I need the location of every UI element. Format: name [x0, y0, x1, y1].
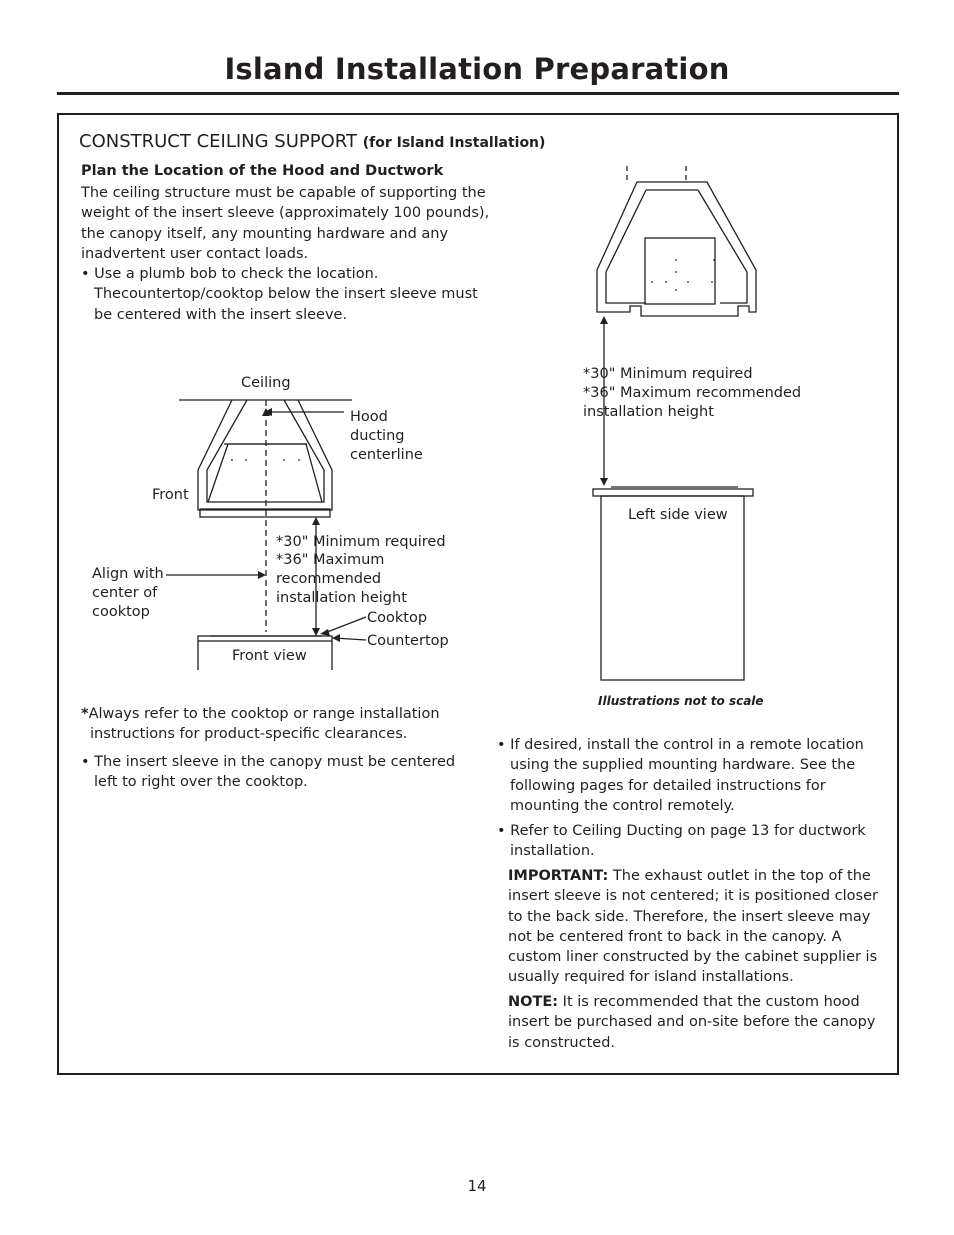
asterisk-text: Always refer to the cooktop or range installation instructions for product-specific clearances. — [88, 706, 440, 743]
front-max-label-1: *36" Maximum — [276, 552, 385, 568]
center-bullet — [81, 752, 481, 793]
cooktop-arrowhead — [320, 629, 330, 636]
side-height-label: installation height — [583, 404, 714, 420]
plan-heading: Plan the Location of the Hood and Ductwork — [81, 163, 444, 179]
page-title: Island Installation Preparation — [224, 52, 730, 86]
countertop-label: Countertop — [367, 633, 449, 649]
align-label-2: center of — [92, 585, 158, 601]
page-number: 14 — [467, 1177, 487, 1195]
note-label: NOTE: — [508, 994, 559, 1010]
countertop-arrowhead — [332, 634, 340, 642]
front-canopy-outline — [198, 400, 332, 510]
ducting-bullet-text: • Refer to Ceiling Ducting on page 13 for ductwork installation. — [497, 823, 866, 860]
remote-bullet-text: • If desired, install the control in a remote location using the supplied mounting hardware. See the following pages for detailed instructions for mounting the control remotely. — [497, 737, 864, 814]
remote-bullet — [497, 735, 887, 816]
front-max-label-2: recommended — [276, 571, 382, 587]
front-max-label-3: installation height — [276, 590, 407, 606]
front-dim-arrow-up — [312, 517, 320, 525]
important-text: The exhaust outlet in the top of the insert sleeve is not centered; it is positioned closer to the back side. Therefore, the insert sleeve may not be centered front to back in the canopy. A custom liner constructed by the cabinet supplier is usually required for island installations. — [508, 868, 878, 986]
front-view-label: Front view — [232, 648, 307, 664]
side-dim-arrow-down — [600, 478, 608, 486]
hood-label-2: ducting — [350, 428, 405, 444]
asterisk-mark: * — [81, 706, 89, 722]
align-label-1: Align with — [92, 566, 164, 582]
asterisk-note — [81, 704, 481, 745]
side-view-label: Left side view — [628, 507, 728, 523]
section-heading-sub: (for Island Installation) — [362, 135, 546, 151]
side-insert-sleeve — [645, 238, 715, 304]
side-view-diagram — [593, 166, 756, 680]
cooktop-label: Cooktop — [367, 610, 428, 626]
ceiling-label: Ceiling — [241, 375, 291, 391]
side-countertop — [593, 489, 753, 496]
scale-note: Illustrations not to scale — [598, 694, 764, 708]
note-text: It is recommended that the custom hood insert be purchased and on-site before the canopy is constructed. — [508, 994, 876, 1051]
hood-label-1: Hood — [350, 409, 388, 425]
side-dim-arrow-up — [600, 316, 608, 324]
align-label-3: cooktop — [92, 604, 150, 620]
center-bullet-text: • The insert sleeve in the canopy must be centered left to right over the cooktop. — [81, 754, 456, 791]
important-note — [508, 866, 888, 988]
front-label: Front — [152, 487, 189, 503]
intro-text: The ceiling structure must be capable of supporting the weight of the insert sleeve (approximately 100 pounds), the canopy itself, any mounting hardware and any inadvertent user contact loads. — [81, 185, 490, 262]
front-dim-arrow-down — [312, 628, 320, 636]
important-label: IMPORTANT: — [508, 868, 609, 884]
plumb-bullet-text: • Use a plumb bob to check the location. Thecountertop/cooktop below the insert sleeve must be centered with the insert sleeve. — [81, 266, 478, 323]
front-countertop — [198, 636, 332, 641]
side-canopy-outline — [597, 182, 756, 316]
hood-label-3: centerline — [350, 447, 423, 463]
section-heading-text: CONSTRUCT CEILING SUPPORT — [79, 131, 357, 152]
side-max-label: *36" Maximum recommended — [583, 385, 802, 401]
ducting-bullet — [497, 821, 887, 862]
align-arrowhead — [258, 571, 266, 579]
side-min-label: *30" Minimum required — [583, 366, 753, 382]
front-min-label: *30" Minimum required — [276, 534, 446, 550]
note-note — [508, 992, 888, 1053]
